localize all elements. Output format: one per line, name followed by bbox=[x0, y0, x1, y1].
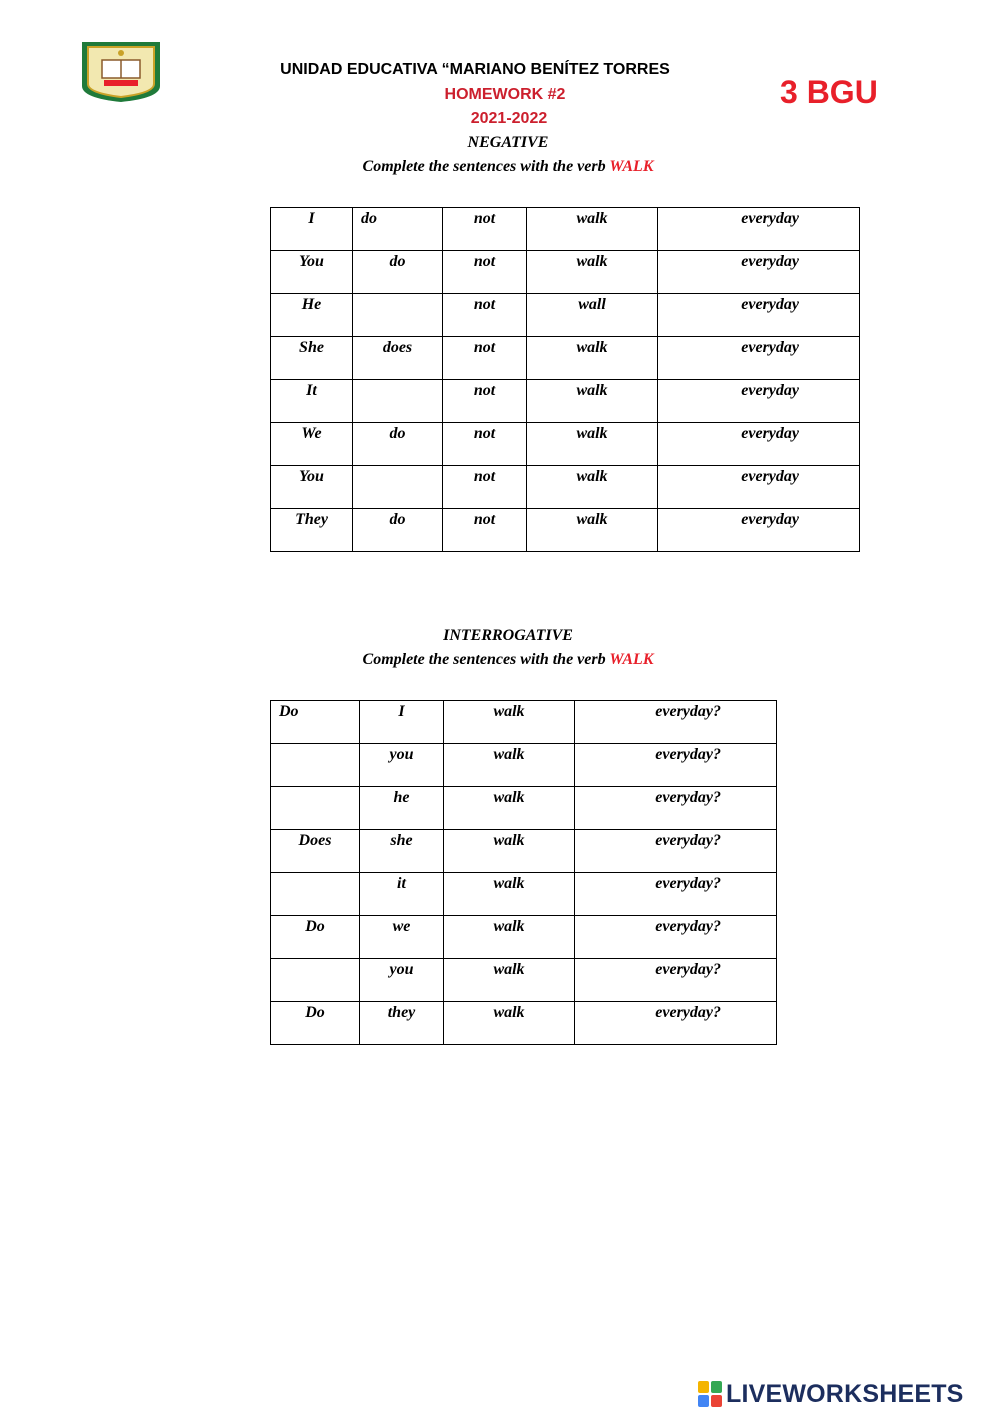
negative-cell bbox=[658, 466, 860, 509]
interrogative-answer-blank[interactable] bbox=[271, 959, 360, 1002]
negative-cell bbox=[271, 380, 353, 423]
negative-cell-text: everyday bbox=[741, 296, 799, 313]
negative-row bbox=[271, 251, 860, 294]
interrogative-cell-text: you bbox=[389, 961, 414, 978]
liveworksheets-brand bbox=[698, 1378, 964, 1410]
interrogative-cell-text: walk bbox=[493, 746, 525, 763]
negative-cell bbox=[353, 509, 443, 552]
negative-cell-text bbox=[353, 466, 442, 468]
negative-cell bbox=[271, 423, 353, 466]
interrogative-cell-text: everyday? bbox=[655, 789, 721, 806]
negative-cell-text: not bbox=[473, 210, 496, 227]
negative-cell bbox=[658, 509, 860, 552]
interrogative-cell-text bbox=[271, 959, 359, 961]
interrogative-cell bbox=[271, 916, 360, 959]
negative-cell bbox=[271, 208, 353, 251]
interrogative-title: INTERROGATIVE bbox=[443, 627, 573, 644]
interrogative-cell bbox=[360, 916, 444, 959]
interrogative-cell-text bbox=[271, 744, 359, 746]
interrogative-cell-text: walk bbox=[493, 703, 525, 720]
negative-cell bbox=[527, 380, 658, 423]
interrogative-cell bbox=[360, 830, 444, 873]
negative-cell bbox=[527, 509, 658, 552]
interrogative-cell-text: it bbox=[397, 875, 406, 892]
negative-table bbox=[270, 207, 860, 552]
negative-cell bbox=[443, 466, 527, 509]
interrogative-cell bbox=[360, 787, 444, 830]
negative-cell-text: not bbox=[473, 339, 496, 356]
interrogative-cell bbox=[575, 744, 777, 787]
interrogative-cell-text: walk bbox=[493, 961, 525, 978]
interrogative-cell bbox=[360, 701, 444, 744]
interrogative-cell-text: walk bbox=[493, 789, 525, 806]
homework-label: HOMEWORK #2 bbox=[444, 86, 566, 103]
negative-answer-blank[interactable] bbox=[353, 294, 443, 337]
negative-cell-text: wall bbox=[578, 296, 606, 313]
negative-cell-text: It bbox=[306, 382, 317, 399]
interrogative-row bbox=[271, 1002, 777, 1045]
negative-instruction-text: Complete the sentences with the verb bbox=[362, 158, 610, 175]
grade-label: 3 BGU bbox=[780, 74, 878, 110]
interrogative-cell-text: Does bbox=[298, 832, 332, 849]
interrogative-answer-blank[interactable] bbox=[271, 873, 360, 916]
negative-cell bbox=[527, 337, 658, 380]
negative-cell-text: everyday bbox=[741, 339, 799, 356]
negative-cell bbox=[443, 509, 527, 552]
negative-instruction bbox=[0, 158, 1000, 176]
negative-cell-text: She bbox=[299, 339, 324, 356]
interrogative-cell-text: walk bbox=[493, 918, 525, 935]
interrogative-cell-text: Do bbox=[305, 918, 325, 935]
interrogative-cell bbox=[575, 1002, 777, 1045]
negative-cell-text: You bbox=[299, 468, 324, 485]
negative-cell-text: do bbox=[361, 210, 377, 227]
negative-cell bbox=[443, 251, 527, 294]
negative-cell bbox=[527, 294, 658, 337]
interrogative-cell-text: everyday? bbox=[655, 961, 721, 978]
interrogative-cell-text: everyday? bbox=[655, 703, 721, 720]
interrogative-cell-text: everyday? bbox=[655, 746, 721, 763]
negative-verb: WALK bbox=[609, 158, 654, 175]
interrogative-cell bbox=[271, 1002, 360, 1045]
negative-cell-text: You bbox=[299, 253, 324, 270]
interrogative-cell-text: we bbox=[392, 918, 411, 935]
negative-cell-text: walk bbox=[576, 253, 608, 270]
interrogative-cell bbox=[444, 959, 575, 1002]
interrogative-table bbox=[270, 700, 777, 1045]
negative-cell-text: everyday bbox=[741, 253, 799, 270]
negative-cell bbox=[527, 466, 658, 509]
interrogative-cell bbox=[271, 830, 360, 873]
interrogative-cell bbox=[444, 873, 575, 916]
interrogative-cell bbox=[444, 830, 575, 873]
negative-cell-text: not bbox=[473, 253, 496, 270]
negative-answer-blank[interactable] bbox=[353, 466, 443, 509]
negative-cell bbox=[527, 251, 658, 294]
interrogative-cell bbox=[271, 701, 360, 744]
interrogative-cell-text bbox=[271, 787, 359, 789]
negative-row bbox=[271, 423, 860, 466]
negative-cell bbox=[527, 208, 658, 251]
negative-cell-text bbox=[353, 380, 442, 382]
negative-cell bbox=[443, 380, 527, 423]
negative-cell-text: We bbox=[301, 425, 322, 442]
negative-cell-text: not bbox=[473, 468, 496, 485]
interrogative-instruction bbox=[0, 651, 1000, 669]
negative-cell-text bbox=[353, 294, 442, 296]
interrogative-cell-text: walk bbox=[493, 1004, 525, 1021]
negative-cell-text: He bbox=[301, 296, 322, 313]
interrogative-cell-text: everyday? bbox=[655, 875, 721, 892]
negative-cell bbox=[658, 423, 860, 466]
negative-row bbox=[271, 380, 860, 423]
negative-cell-text: walk bbox=[576, 468, 608, 485]
negative-cell-text: does bbox=[382, 339, 413, 356]
negative-cell bbox=[443, 337, 527, 380]
interrogative-cell-text: everyday? bbox=[655, 1004, 721, 1021]
interrogative-cell-text: everyday? bbox=[655, 832, 721, 849]
interrogative-cell bbox=[575, 959, 777, 1002]
negative-cell-text: not bbox=[473, 511, 496, 528]
negative-row bbox=[271, 337, 860, 380]
negative-cell bbox=[353, 337, 443, 380]
interrogative-verb: WALK bbox=[609, 651, 654, 668]
interrogative-cell bbox=[444, 1002, 575, 1045]
interrogative-row bbox=[271, 873, 777, 916]
negative-cell-text: walk bbox=[576, 425, 608, 442]
negative-answer-blank[interactable] bbox=[353, 380, 443, 423]
interrogative-cell bbox=[444, 787, 575, 830]
interrogative-cell-text bbox=[271, 873, 359, 875]
liveworksheets-logo-icon bbox=[698, 1381, 722, 1407]
interrogative-cell bbox=[360, 959, 444, 1002]
negative-cell bbox=[353, 251, 443, 294]
interrogative-row bbox=[271, 787, 777, 830]
negative-cell bbox=[353, 423, 443, 466]
negative-cell bbox=[527, 423, 658, 466]
negative-cell bbox=[271, 509, 353, 552]
negative-row bbox=[271, 294, 860, 337]
interrogative-answer-blank[interactable] bbox=[271, 787, 360, 830]
interrogative-cell-text: Do bbox=[279, 703, 299, 720]
interrogative-cell bbox=[575, 787, 777, 830]
negative-cell-text: everyday bbox=[741, 425, 799, 442]
negative-cell-text: everyday bbox=[741, 210, 799, 227]
interrogative-cell-text: they bbox=[387, 1004, 416, 1021]
interrogative-row bbox=[271, 701, 777, 744]
interrogative-cell bbox=[575, 830, 777, 873]
interrogative-cell bbox=[360, 744, 444, 787]
interrogative-answer-blank[interactable] bbox=[271, 744, 360, 787]
negative-cell-text: I bbox=[308, 210, 315, 227]
negative-cell bbox=[658, 251, 860, 294]
interrogative-cell-text: I bbox=[398, 703, 405, 720]
interrogative-cell-text: Do bbox=[305, 1004, 325, 1021]
interrogative-cell bbox=[575, 701, 777, 744]
negative-cell-text: not bbox=[473, 425, 496, 442]
interrogative-cell bbox=[444, 701, 575, 744]
school-year: 2021-2022 bbox=[470, 110, 548, 127]
negative-cell-text: They bbox=[295, 511, 328, 528]
negative-cell-text: not bbox=[473, 296, 496, 313]
interrogative-cell bbox=[444, 744, 575, 787]
interrogative-cell bbox=[444, 916, 575, 959]
negative-cell-text: do bbox=[389, 253, 406, 270]
negative-cell-text: everyday bbox=[741, 382, 799, 399]
interrogative-cell bbox=[360, 1002, 444, 1045]
interrogative-cell-text: she bbox=[390, 832, 413, 849]
negative-cell-text: do bbox=[389, 511, 406, 528]
interrogative-cell bbox=[360, 873, 444, 916]
negative-cell bbox=[658, 337, 860, 380]
negative-cell-text: not bbox=[473, 382, 496, 399]
negative-cell-text: walk bbox=[576, 210, 608, 227]
interrogative-cell-text: walk bbox=[493, 832, 525, 849]
negative-cell bbox=[271, 466, 353, 509]
negative-title: NEGATIVE bbox=[467, 134, 549, 151]
interrogative-row bbox=[271, 959, 777, 1002]
negative-cell-text: walk bbox=[576, 382, 608, 399]
negative-cell bbox=[443, 208, 527, 251]
negative-cell-text: walk bbox=[576, 511, 608, 528]
negative-cell bbox=[658, 294, 860, 337]
negative-cell-text: everyday bbox=[741, 468, 799, 485]
negative-cell bbox=[658, 208, 860, 251]
negative-cell-text: do bbox=[389, 425, 406, 442]
interrogative-instruction-text: Complete the sentences with the verb bbox=[362, 651, 610, 668]
negative-cell-text: walk bbox=[576, 339, 608, 356]
interrogative-row bbox=[271, 830, 777, 873]
negative-cell bbox=[353, 208, 443, 251]
negative-cell bbox=[443, 423, 527, 466]
interrogative-row bbox=[271, 744, 777, 787]
interrogative-cell bbox=[575, 916, 777, 959]
negative-row bbox=[271, 509, 860, 552]
negative-row bbox=[271, 466, 860, 509]
school-name: UNIDAD EDUCATIVA “MARIANO BENÍTEZ TORRES bbox=[280, 61, 670, 78]
negative-row bbox=[271, 208, 860, 251]
interrogative-row bbox=[271, 916, 777, 959]
negative-cell bbox=[443, 294, 527, 337]
negative-cell bbox=[658, 380, 860, 423]
negative-cell bbox=[271, 337, 353, 380]
interrogative-cell bbox=[575, 873, 777, 916]
interrogative-cell-text: everyday? bbox=[655, 918, 721, 935]
negative-cell bbox=[271, 251, 353, 294]
negative-cell-text: everyday bbox=[741, 511, 799, 528]
interrogative-cell-text: he bbox=[393, 789, 410, 806]
negative-cell bbox=[271, 294, 353, 337]
interrogative-cell-text: walk bbox=[493, 875, 525, 892]
interrogative-cell-text: you bbox=[389, 746, 414, 763]
brand-text: LIVEWORKSHEETS bbox=[726, 1379, 964, 1408]
